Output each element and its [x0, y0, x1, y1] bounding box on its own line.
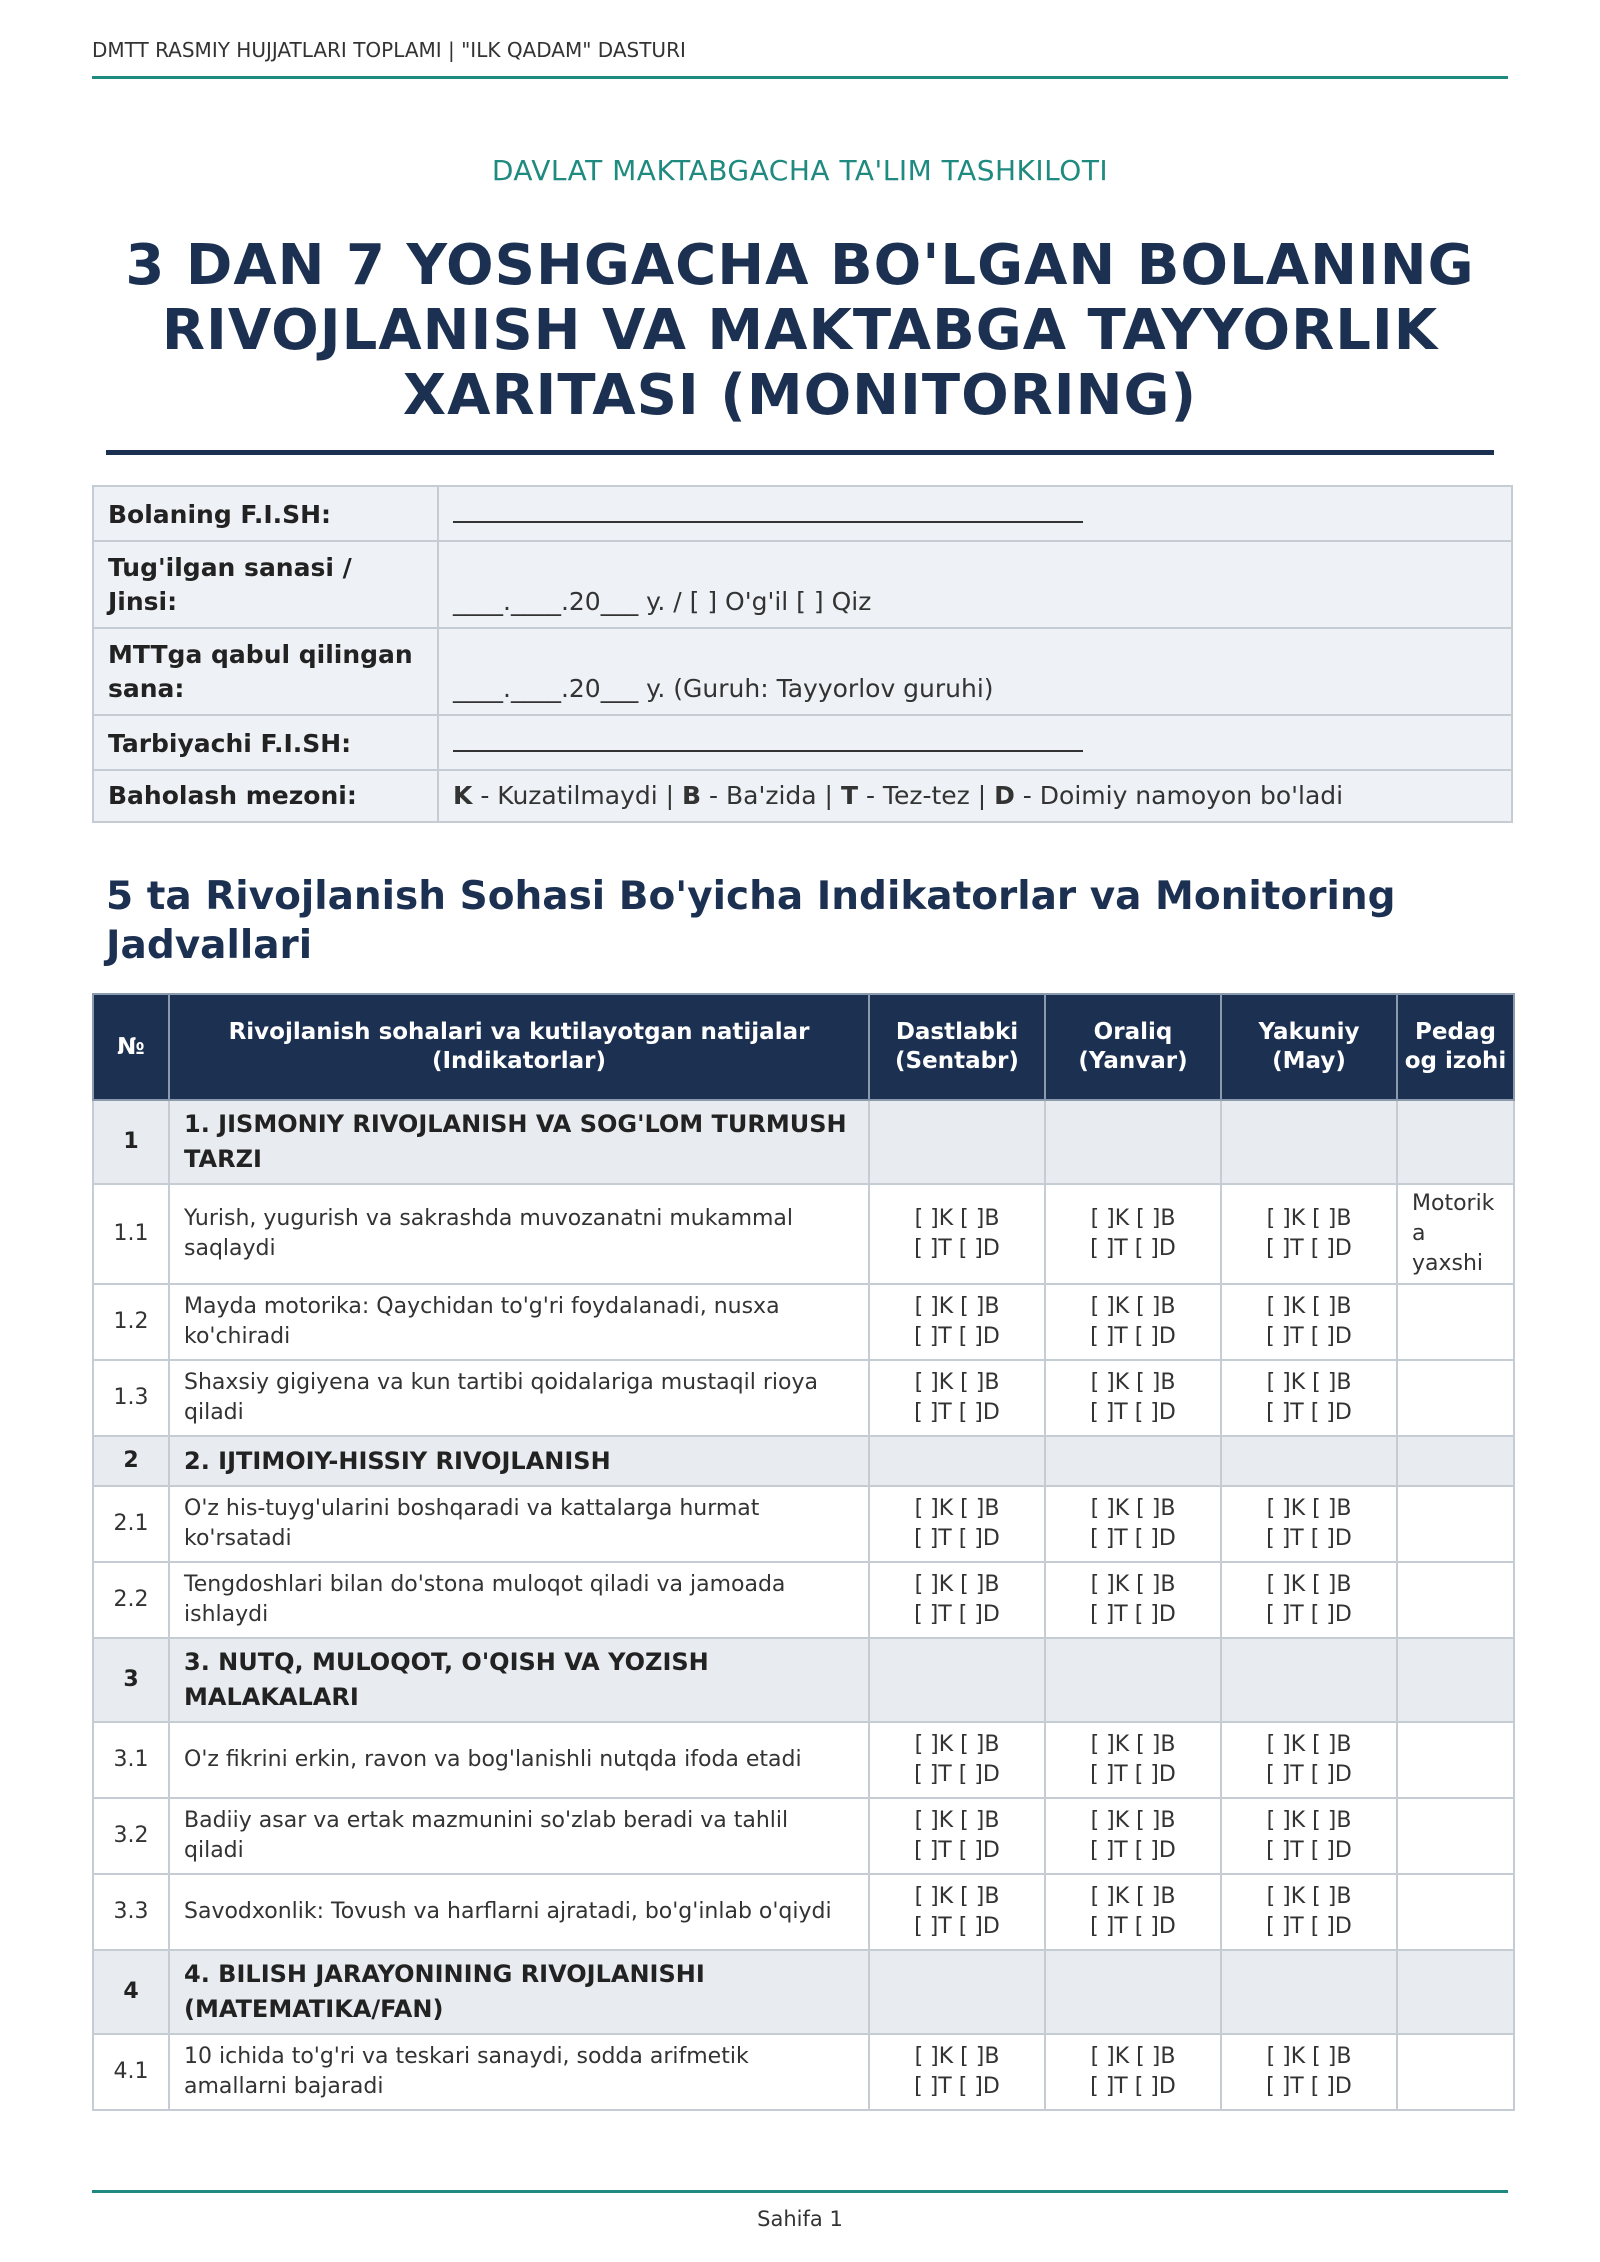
running-header: DMTT RASMIY HUJJATLARI TOPLAMI | "ILK QADAM" DASTURI — [92, 38, 1508, 79]
mark-options-td[interactable]: [ ]T [ ]D — [1090, 1838, 1176, 1863]
mark-options-td[interactable]: [ ]T [ ]D — [1090, 1324, 1176, 1349]
indicator-number: 2.2 — [93, 1562, 169, 1638]
section-row — [93, 1638, 1514, 1722]
mark-mid-cell[interactable] — [1045, 1184, 1221, 1284]
indicator-number: 3.1 — [93, 1722, 169, 1798]
mark-options-kb[interactable]: [ ]K [ ]B — [1266, 1496, 1352, 1521]
col-header-indicator: Rivojlanish sohalari va kutilayotgan natijalar (Indikatorlar) — [169, 994, 869, 1100]
mark-options-td[interactable]: [ ]T [ ]D — [1266, 1914, 1352, 1939]
indicator-number: 1.1 — [93, 1184, 169, 1284]
col-header-final: Yakuniy (May) — [1221, 994, 1397, 1100]
section-empty-cell — [869, 1436, 1045, 1486]
mark-options-td[interactable]: [ ]T [ ]D — [1266, 1400, 1352, 1425]
title-divider — [106, 450, 1494, 455]
mark-mid-cell[interactable] — [1045, 1562, 1221, 1638]
teacher-blank — [453, 724, 1083, 752]
mark-options-kb[interactable]: [ ]K [ ]B — [914, 1884, 1000, 1909]
mark-options-td[interactable]: [ ]T [ ]D — [1090, 1236, 1176, 1261]
mark-final-cell[interactable] — [1221, 1798, 1397, 1874]
mark-options-td[interactable]: [ ]T [ ]D — [1266, 1324, 1352, 1349]
mark-final-cell[interactable] — [1221, 1874, 1397, 1950]
mark-mid-cell[interactable] — [1045, 2034, 1221, 2110]
section-empty-cell — [1221, 1950, 1397, 2034]
section-name: 3. NUTQ, MULOQOT, O'QISH VA YOZISH MALAKALARI — [169, 1638, 869, 1722]
mark-mid-cell[interactable] — [1045, 1284, 1221, 1360]
child-info-table — [92, 485, 1513, 823]
indicator-text: Shaxsiy gigiyena va kun tartibi qoidalariga mustaqil rioya qiladi — [169, 1360, 869, 1436]
criteria-label: Baholash mezoni: — [93, 770, 438, 822]
mark-options-td[interactable]: [ ]T [ ]D — [914, 1914, 1000, 1939]
teacher-note[interactable] — [1397, 1874, 1514, 1950]
indicator-number: 4.1 — [93, 2034, 169, 2110]
indicator-row — [93, 1184, 1514, 1284]
mark-options-td[interactable]: [ ]T [ ]D — [914, 1602, 1000, 1627]
organization-name: DAVLAT MAKTABGACHA TA'LIM TASHKILOTI — [491, 154, 1109, 187]
mark-options-kb[interactable]: [ ]K [ ]B — [1090, 1206, 1176, 1231]
mark-options-kb[interactable]: [ ]K [ ]B — [1090, 2044, 1176, 2069]
col-header-note: Pedag og izohi — [1397, 994, 1514, 1100]
criteria-d-text: - Doimiy namoyon bo'ladi — [1014, 781, 1344, 810]
mark-options-kb[interactable]: [ ]K [ ]B — [1090, 1496, 1176, 1521]
mark-options-kb[interactable]: [ ]K [ ]B — [1266, 1732, 1352, 1757]
birth-value[interactable]: ____.____.20___ y. / [ ] O'g'il [ ] Qiz — [438, 541, 1512, 628]
section-empty-cell — [869, 1638, 1045, 1722]
mark-final-cell[interactable] — [1221, 1722, 1397, 1798]
mark-options-td[interactable]: [ ]T [ ]D — [1090, 1526, 1176, 1551]
section-empty-cell — [1221, 1436, 1397, 1486]
document-title: 3 DAN 7 YOSHGACHA BO'LGAN BOLANING RIVOJLANISH VA MAKTABGA TAYYORLIK XARITASI (MONITORING) — [125, 233, 1475, 428]
teacher-note[interactable] — [1397, 1360, 1514, 1436]
section-empty-cell — [1397, 1436, 1514, 1486]
section-row — [93, 1100, 1514, 1184]
mark-options-kb[interactable]: [ ]K [ ]B — [1090, 1732, 1176, 1757]
indicator-text: O'z fikrini erkin, ravon va bog'lanishli nutqda ifoda etadi — [169, 1722, 869, 1798]
section-empty-cell — [869, 1950, 1045, 2034]
teacher-note[interactable] — [1397, 1722, 1514, 1798]
mark-options-kb[interactable]: [ ]K [ ]B — [914, 1496, 1000, 1521]
mark-options-kb[interactable]: [ ]K [ ]B — [1090, 1884, 1176, 1909]
criteria-value — [438, 770, 1512, 822]
indicator-row — [93, 1874, 1514, 1950]
mark-initial-cell[interactable] — [869, 1360, 1045, 1436]
indicator-text: O'z his-tuyg'ularini boshqaradi va kattalarga hurmat ko'rsatadi — [169, 1486, 869, 1562]
mark-mid-cell[interactable] — [1045, 1798, 1221, 1874]
mark-options-td[interactable]: [ ]T [ ]D — [1090, 1602, 1176, 1627]
mark-options-td[interactable]: [ ]T [ ]D — [914, 1400, 1000, 1425]
criteria-k: K — [453, 781, 473, 810]
indicator-row — [93, 2034, 1514, 2110]
table-header-row — [93, 994, 1514, 1100]
col-header-mid: Oraliq (Yanvar) — [1045, 994, 1221, 1100]
mark-options-td[interactable]: [ ]T [ ]D — [914, 2074, 1000, 2099]
indicator-text: 10 ichida to'g'ri va teskari sanaydi, sodda arifmetik amallarni bajaradi — [169, 2034, 869, 2110]
section-number: 2 — [93, 1436, 169, 1486]
mark-options-kb[interactable]: [ ]K [ ]B — [914, 1206, 1000, 1231]
indicator-number: 2.1 — [93, 1486, 169, 1562]
mark-options-kb[interactable]: [ ]K [ ]B — [914, 1370, 1000, 1395]
child-name-blank — [453, 495, 1083, 523]
mark-options-td[interactable]: [ ]T [ ]D — [1266, 1236, 1352, 1261]
indicator-text: Savodxonlik: Tovush va harflarni ajratadi, bo'g'inlab o'qiydi — [169, 1874, 869, 1950]
mark-initial-cell[interactable] — [869, 1486, 1045, 1562]
indicator-row — [93, 1284, 1514, 1360]
mark-options-kb[interactable]: [ ]K [ ]B — [1090, 1294, 1176, 1319]
criteria-b: B — [682, 781, 702, 810]
admission-label: MTTga qabul qilingan sana: — [93, 628, 438, 715]
mark-initial-cell[interactable] — [869, 1722, 1045, 1798]
mark-options-td[interactable]: [ ]T [ ]D — [1090, 1400, 1176, 1425]
teacher-field[interactable] — [438, 715, 1512, 770]
section-empty-cell — [1221, 1100, 1397, 1184]
mark-options-td[interactable]: [ ]T [ ]D — [914, 1236, 1000, 1261]
page-footer: Sahifa 1 — [92, 2190, 1508, 2231]
teacher-note[interactable] — [1397, 1562, 1514, 1638]
mark-options-kb[interactable]: [ ]K [ ]B — [1266, 1294, 1352, 1319]
mark-options-td[interactable]: [ ]T [ ]D — [914, 1526, 1000, 1551]
teacher-note[interactable] — [1397, 1798, 1514, 1874]
section-number: 4 — [93, 1950, 169, 2034]
criteria-k-text: - Kuzatilmaydi | — [472, 781, 683, 810]
section-empty-cell — [1221, 1638, 1397, 1722]
mark-initial-cell[interactable] — [869, 1184, 1045, 1284]
teacher-note[interactable]: Motorik a yaxshi — [1397, 1184, 1514, 1284]
mark-mid-cell[interactable] — [1045, 1360, 1221, 1436]
mark-options-kb[interactable]: [ ]K [ ]B — [1090, 1572, 1176, 1597]
section-row — [93, 1436, 1514, 1486]
criteria-t-text: - Tez-tez | — [858, 781, 995, 810]
indicator-row — [93, 1486, 1514, 1562]
section-empty-cell — [1045, 1638, 1221, 1722]
indicator-row — [93, 1562, 1514, 1638]
mark-options-td[interactable]: [ ]T [ ]D — [1090, 1914, 1176, 1939]
mark-options-kb[interactable]: [ ]K [ ]B — [1266, 1884, 1352, 1909]
indicator-text: Yurish, yugurish va sakrashda muvozanatni mukammal saqlaydi — [169, 1184, 869, 1284]
mark-options-kb[interactable]: [ ]K [ ]B — [1266, 2044, 1352, 2069]
mark-options-td[interactable]: [ ]T [ ]D — [914, 1838, 1000, 1863]
mark-initial-cell[interactable] — [869, 2034, 1045, 2110]
section-empty-cell — [1045, 1100, 1221, 1184]
indicator-row — [93, 1798, 1514, 1874]
indicator-number: 3.2 — [93, 1798, 169, 1874]
indicator-number: 1.3 — [93, 1360, 169, 1436]
mark-options-kb[interactable]: [ ]K [ ]B — [1090, 1370, 1176, 1395]
mark-mid-cell[interactable] — [1045, 1486, 1221, 1562]
teacher-label: Tarbiyachi F.I.SH: — [93, 715, 438, 770]
section-empty-cell — [1045, 1950, 1221, 2034]
mark-options-kb[interactable]: [ ]K [ ]B — [914, 1572, 1000, 1597]
col-header-initial: Dastlabki (Sentabr) — [869, 994, 1045, 1100]
criteria-d: D — [994, 781, 1015, 810]
mark-initial-cell[interactable] — [869, 1562, 1045, 1638]
section-heading: 5 ta Rivojlanish Sohasi Bo'yicha Indikatorlar va Monitoring Jadvallari — [106, 874, 1396, 968]
section-empty-cell — [1397, 1100, 1514, 1184]
col-header-num: № — [93, 994, 169, 1100]
section-row — [93, 1950, 1514, 2034]
mark-options-td[interactable]: [ ]T [ ]D — [1090, 2074, 1176, 2099]
birth-label: Tug'ilgan sanasi / Jinsi: — [93, 541, 438, 628]
mark-mid-cell[interactable] — [1045, 1722, 1221, 1798]
section-number: 3 — [93, 1638, 169, 1722]
child-name-field[interactable] — [438, 486, 1512, 541]
teacher-note[interactable] — [1397, 1284, 1514, 1360]
mark-options-td[interactable]: [ ]T [ ]D — [914, 1762, 1000, 1787]
mark-initial-cell[interactable] — [869, 1874, 1045, 1950]
indicator-text: Badiiy asar va ertak mazmunini so'zlab beradi va tahlil qiladi — [169, 1798, 869, 1874]
mark-options-kb[interactable]: [ ]K [ ]B — [1090, 1808, 1176, 1833]
mark-options-kb[interactable]: [ ]K [ ]B — [1266, 1572, 1352, 1597]
mark-options-td[interactable]: [ ]T [ ]D — [914, 1324, 1000, 1349]
section-number: 1 — [93, 1100, 169, 1184]
indicator-row — [93, 1360, 1514, 1436]
section-name: 4. BILISH JARAYONINING RIVOJLANISHI (MATEMATIKA/FAN) — [169, 1950, 869, 2034]
mark-options-kb[interactable]: [ ]K [ ]B — [1266, 1206, 1352, 1231]
mark-options-kb[interactable]: [ ]K [ ]B — [1266, 1808, 1352, 1833]
criteria-t: T — [840, 781, 858, 810]
mark-options-td[interactable]: [ ]T [ ]D — [1266, 1762, 1352, 1787]
indicator-row — [93, 1722, 1514, 1798]
mark-initial-cell[interactable] — [869, 1798, 1045, 1874]
indicator-text: Mayda motorika: Qaychidan to'g'ri foydalanadi, nusxa ko'chiradi — [169, 1284, 869, 1360]
mark-final-cell[interactable] — [1221, 1360, 1397, 1436]
admission-value[interactable]: ____.____.20___ y. (Guruh: Tayyorlov guruhi) — [438, 628, 1512, 715]
mark-final-cell[interactable] — [1221, 1284, 1397, 1360]
mark-options-td[interactable]: [ ]T [ ]D — [1090, 1762, 1176, 1787]
mark-options-kb[interactable]: [ ]K [ ]B — [914, 1732, 1000, 1757]
mark-final-cell[interactable] — [1221, 1562, 1397, 1638]
mark-options-td[interactable]: [ ]T [ ]D — [1266, 1838, 1352, 1863]
section-name: 2. IJTIMOIY-HISSIY RIVOJLANISH — [169, 1436, 869, 1486]
indicator-number: 3.3 — [93, 1874, 169, 1950]
indicator-number: 1.2 — [93, 1284, 169, 1360]
mark-options-td[interactable]: [ ]T [ ]D — [1266, 1526, 1352, 1551]
mark-final-cell[interactable] — [1221, 2034, 1397, 2110]
indicator-text: Tengdoshlari bilan do'stona muloqot qiladi va jamoada ishlaydi — [169, 1562, 869, 1638]
section-empty-cell — [1045, 1436, 1221, 1486]
mark-options-kb[interactable]: [ ]K [ ]B — [1266, 1370, 1352, 1395]
section-empty-cell — [869, 1100, 1045, 1184]
mark-options-kb[interactable]: [ ]K [ ]B — [914, 2044, 1000, 2069]
mark-options-kb[interactable]: [ ]K [ ]B — [914, 1294, 1000, 1319]
section-empty-cell — [1397, 1950, 1514, 2034]
section-name: 1. JISMONIY RIVOJLANISH VA SOG'LOM TURMUSH TARZI — [169, 1100, 869, 1184]
criteria-b-text: - Ba'zida | — [701, 781, 841, 810]
mark-initial-cell[interactable] — [869, 1284, 1045, 1360]
mark-options-td[interactable]: [ ]T [ ]D — [1266, 2074, 1352, 2099]
mark-final-cell[interactable] — [1221, 1184, 1397, 1284]
child-name-label: Bolaning F.I.SH: — [93, 486, 438, 541]
teacher-note[interactable] — [1397, 1486, 1514, 1562]
mark-options-td[interactable]: [ ]T [ ]D — [1266, 1602, 1352, 1627]
section-empty-cell — [1397, 1638, 1514, 1722]
mark-final-cell[interactable] — [1221, 1486, 1397, 1562]
monitoring-table-body — [93, 1100, 1514, 2110]
teacher-note[interactable] — [1397, 2034, 1514, 2110]
mark-options-kb[interactable]: [ ]K [ ]B — [914, 1808, 1000, 1833]
mark-mid-cell[interactable] — [1045, 1874, 1221, 1950]
monitoring-table — [92, 993, 1515, 2111]
